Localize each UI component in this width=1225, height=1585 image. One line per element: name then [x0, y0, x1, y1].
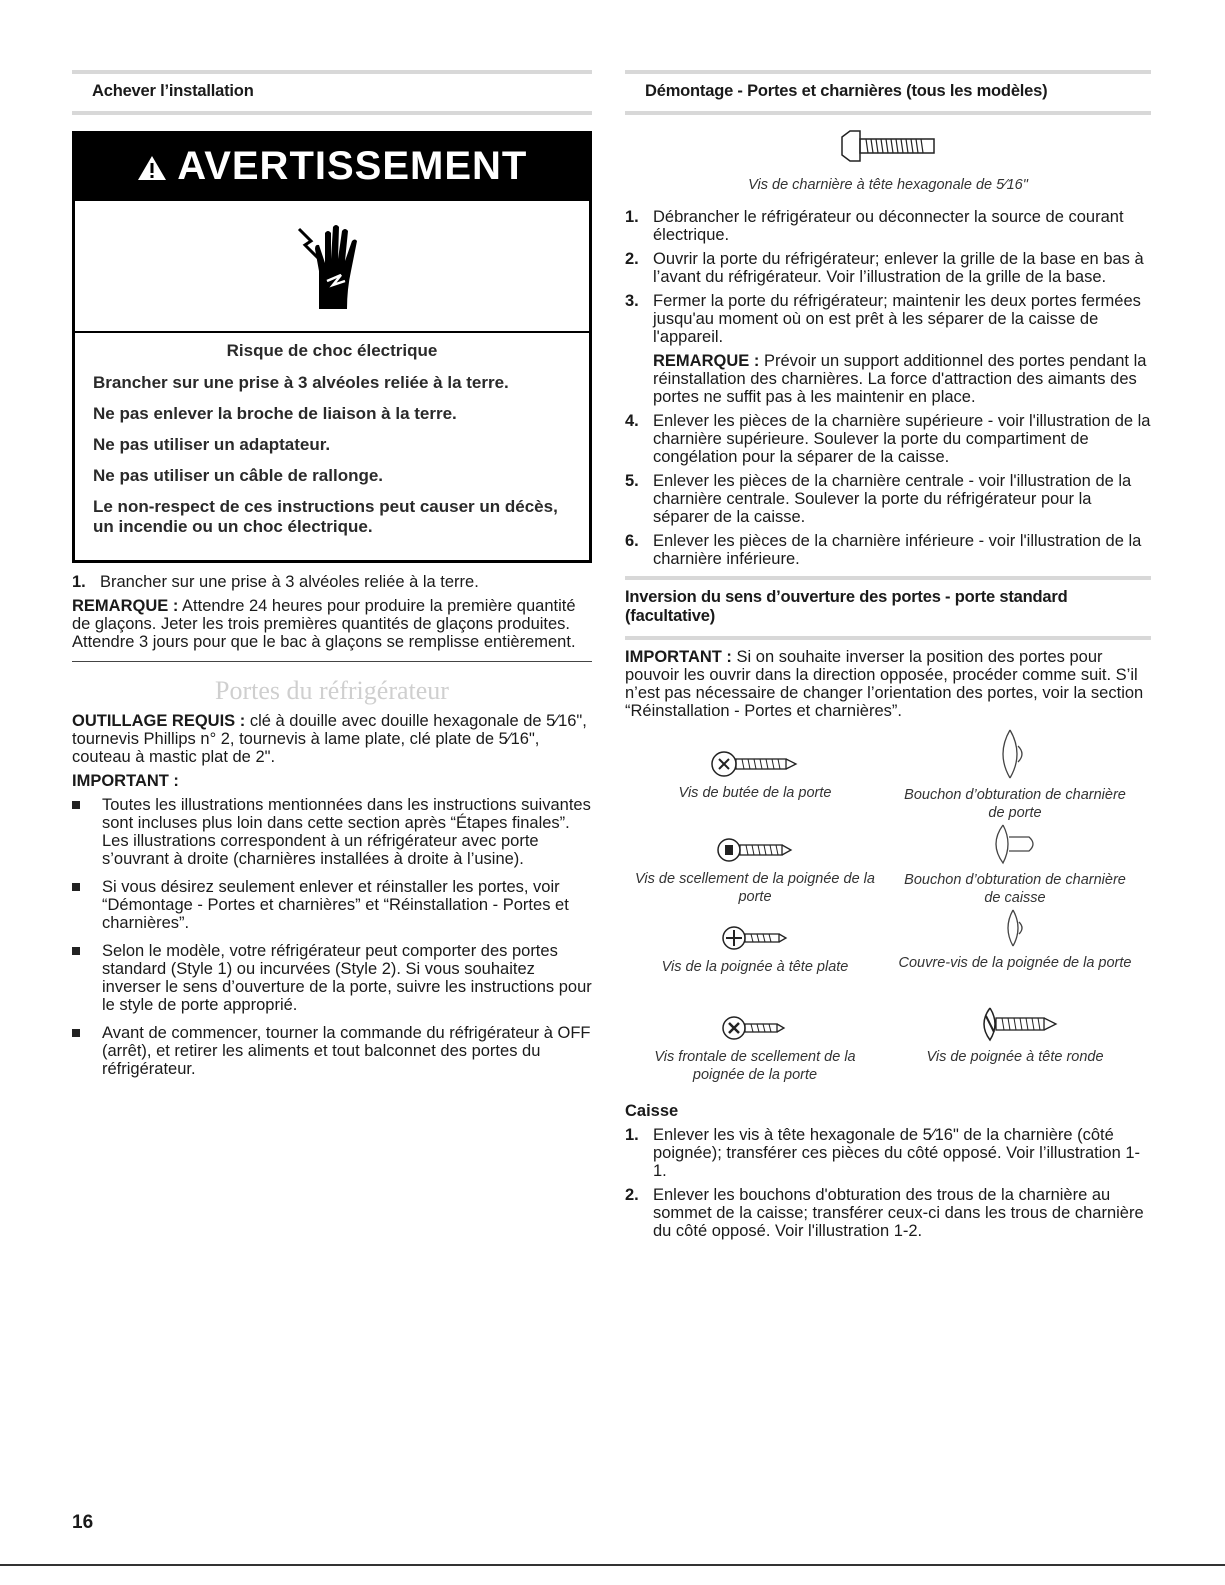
warning-box: [72, 131, 592, 563]
part-flat-head-screw: [635, 922, 875, 976]
part-caption: Vis de la poignée à tête plate: [661, 959, 849, 975]
section-title-demontage: Démontage - Portes et charnières (tous les modèles): [625, 70, 1151, 115]
list-item: [625, 208, 1151, 244]
step-number: 5.: [625, 472, 639, 490]
page-number: 16: [72, 1512, 94, 1533]
step-number: 1.: [72, 573, 86, 591]
step-number: 2.: [625, 1186, 639, 1204]
warning-title: [75, 134, 589, 201]
step-text: Ouvrir la porte du réfrigérateur; enlever la grille de la base en bas à l’avant du réfrigérateur. Voir l’illustration de la grille de la base.: [653, 250, 1144, 286]
part-cabinet-hinge-plug: [895, 821, 1135, 907]
front-seal-screw-icon: [720, 1012, 790, 1044]
note-text: Attendre 24 heures pour produire la première quantité de glaçons. Jeter les trois premières quantités de glaçons produites. Attendre 3 jours pour que le bac à glaçons se remplisse entièrement.: [72, 597, 576, 651]
warning-line: Ne pas utiliser un adaptateur.: [93, 435, 331, 454]
step-text: Enlever les pièces de la charnière supérieure - voir l'illustration de la charnière supérieure. Soulever la porte du compartiment de congélation pour la séparer de la caisse.: [653, 412, 1151, 466]
step-number: 4.: [625, 412, 639, 430]
note-text: Prévoir un support additionnel des portes pendant la réinstallation des charnières. La force d'attraction des aimants des portes ne suffit pas à les maintenir en place.: [653, 352, 1147, 406]
hinge-screw-figure: [625, 129, 1151, 194]
install-steps: [72, 573, 592, 591]
step-text: Enlever les pièces de la charnière inférieure - voir l'illustration de la charnière inférieure.: [653, 532, 1142, 568]
caisse-title: Caisse: [625, 1102, 679, 1120]
electric-shock-hand-icon: [297, 219, 367, 314]
step-number: 3.: [625, 292, 639, 310]
list-item: [625, 1126, 1151, 1180]
important-text: Si on souhaite inverser la position des portes pour pouvoir les ouvrir dans la direction opposée, procéder comme suit. S’il n’est pas nécessaire de changer l’orientation des portes, voir la section “Réinstallation - Portes et charnières”.: [625, 648, 1144, 720]
part-caption: Couvre-vis de la poignée de la porte: [898, 955, 1132, 971]
part-screw-cover: [895, 906, 1135, 972]
section-title-achever: Achever l’installation: [72, 70, 592, 115]
warning-pictogram: [75, 201, 589, 333]
part-door-hinge-plug: [895, 726, 1135, 822]
list-item: [625, 1186, 1151, 1240]
important-label: IMPORTANT :: [625, 648, 732, 666]
removal-steps: [625, 208, 1151, 568]
tools-label: OUTILLAGE REQUIS :: [72, 712, 246, 730]
bullet-text: Avant de commencer, tourner la commande du réfrigérateur à OFF (arrêt), et retirer les aliments et tout balconnet des portes du réfrigérateur.: [102, 1024, 591, 1078]
step-text: Enlever les vis à tête hexagonale de 5⁄16" de la charnière (côté poignée); transférer ces pièces du côté opposé. Voir l’illustration 1-1.: [653, 1126, 1141, 1180]
door-hinge-plug-icon: [990, 726, 1040, 782]
bullet-square-icon: [72, 1029, 80, 1037]
bullet-text: Toutes les illustrations mentionnées dans les instructions suivantes sont incluses plus loin dans cette section après “Étapes finales”. Les illustrations correspondent à un réfrigérateur avec porte s’ouvrant à droite (charnières installées à droite à l’usine).: [102, 796, 591, 868]
bullet-text: Selon le modèle, votre réfrigérateur peut comporter des portes standard (Style 1) ou incurvées (Style 2). Si vous souhaitez inverser le sens d’ouverture de la porte, suivre les instructions pour le style de porte approprié.: [102, 942, 592, 1014]
warning-line: Ne pas utiliser un câble de rallonge.: [93, 466, 384, 485]
list-item: [625, 472, 1151, 526]
part-handle-seal-screw: [635, 834, 875, 906]
divider: [72, 661, 592, 662]
part-caption: Vis de poignée à tête ronde: [926, 1049, 1104, 1065]
screw-cover-icon: [995, 906, 1035, 950]
list-item: [625, 292, 1151, 406]
note-label: REMARQUE :: [72, 597, 179, 615]
list-item: [625, 412, 1151, 466]
step-text: Enlever les pièces de la charnière centrale - voir l'illustration de la charnière centrale. Soulever la porte du réfrigérateur pour la séparer de la caisse.: [653, 472, 1132, 526]
step-text: Débrancher le réfrigérateur ou déconnecter la source de courant électrique.: [653, 208, 1124, 244]
list-item: [625, 532, 1151, 568]
step-number: 6.: [625, 532, 639, 550]
install-note: [72, 597, 592, 651]
part-caption: Vis frontale de scellement de la poignée de la porte: [654, 1049, 856, 1083]
part-caption: Vis de scellement de la poignée de la porte: [635, 871, 875, 905]
tools-paragraph: [72, 712, 592, 766]
doors-title: Portes du réfrigérateur: [215, 676, 449, 705]
section-title-inversion: Inversion du sens d’ouverture des portes - porte standard (facultative): [625, 576, 1151, 640]
step-text: Enlever les bouchons d'obturation des trous de la charnière au sommet de la caisse; transférer ceux-ci dans les trous de charnière du côté opposé. Voir l'illustration 1-2.: [653, 1186, 1144, 1240]
warning-triangle-icon: [137, 144, 178, 188]
parts-grid: [625, 726, 1151, 1096]
part-round-head-screw: [895, 1004, 1135, 1066]
inversion-important: [625, 648, 1151, 720]
cabinet-hinge-plug-icon: [985, 821, 1045, 867]
important-label: IMPORTANT :: [72, 772, 179, 790]
note-label: REMARQUE :: [653, 352, 760, 370]
list-item: [72, 878, 592, 932]
list-item: [72, 1024, 592, 1078]
warning-line: Ne pas enlever la broche de liaison à la terre.: [93, 404, 457, 423]
flat-head-handle-screw-icon: [720, 922, 790, 954]
door-stop-screw-icon: [710, 748, 800, 780]
bottom-rule: [0, 1564, 1225, 1566]
list-item: [72, 573, 592, 591]
part-caption: Vis de butée de la porte: [678, 785, 832, 801]
step3-note: [653, 352, 1151, 406]
bullet-square-icon: [72, 801, 80, 809]
warning-body: [75, 333, 589, 560]
caisse-steps: [625, 1126, 1151, 1240]
bullet-square-icon: [72, 883, 80, 891]
part-caption: Bouchon d’obturation de charnière de porte: [904, 787, 1126, 821]
part-front-seal-screw: [635, 1012, 875, 1084]
hinge-screw-caption: Vis de charnière à tête hexagonale de 5⁄16": [748, 177, 1028, 193]
right-column: [625, 70, 1151, 1246]
list-item: [72, 942, 592, 1014]
round-head-handle-screw-icon: [970, 1004, 1060, 1044]
tools-text: clé à douille avec douille hexagonale de 5⁄16", tournevis Phillips n° 2, tournevis à lame plate, clé plate de 5⁄16", couteau à mastic plat de 2".: [72, 712, 587, 766]
warning-consequence: Le non-respect de ces instructions peut causer un décès, un incendie ou un choc électrique.: [93, 497, 558, 536]
step-number: 1.: [625, 1126, 639, 1144]
part-door-stop-screw: [635, 748, 875, 802]
part-caption: Bouchon d’obturation de charnière de caisse: [904, 872, 1126, 906]
bullet-text: Si vous désirez seulement enlever et réinstaller les portes, voir “Démontage - Portes et charnières” et “Réinstallation - Portes et charnières”.: [102, 878, 569, 932]
step-text: Fermer la porte du réfrigérateur; maintenir les deux portes fermées jusqu'au moment où on est prêt à les séparer de la caisse de l'appareil.: [653, 292, 1141, 346]
hex-hinge-screw-icon: [838, 129, 938, 163]
step-number: 2.: [625, 250, 639, 268]
warning-risk: Risque de choc électrique: [226, 341, 438, 360]
step-number: 1.: [625, 208, 639, 226]
list-item: [72, 796, 592, 868]
warning-line: Brancher sur une prise à 3 alvéoles reliée à la terre.: [93, 373, 509, 392]
list-item: [625, 250, 1151, 286]
left-column: [72, 70, 592, 1088]
step-text: Brancher sur une prise à 3 alvéoles reliée à la terre.: [100, 573, 479, 591]
handle-seal-screw-icon: [715, 834, 795, 866]
important-bullets: [72, 796, 592, 1078]
bullet-square-icon: [72, 947, 80, 955]
warning-title-text: AVERTISSEMENT: [177, 144, 528, 188]
